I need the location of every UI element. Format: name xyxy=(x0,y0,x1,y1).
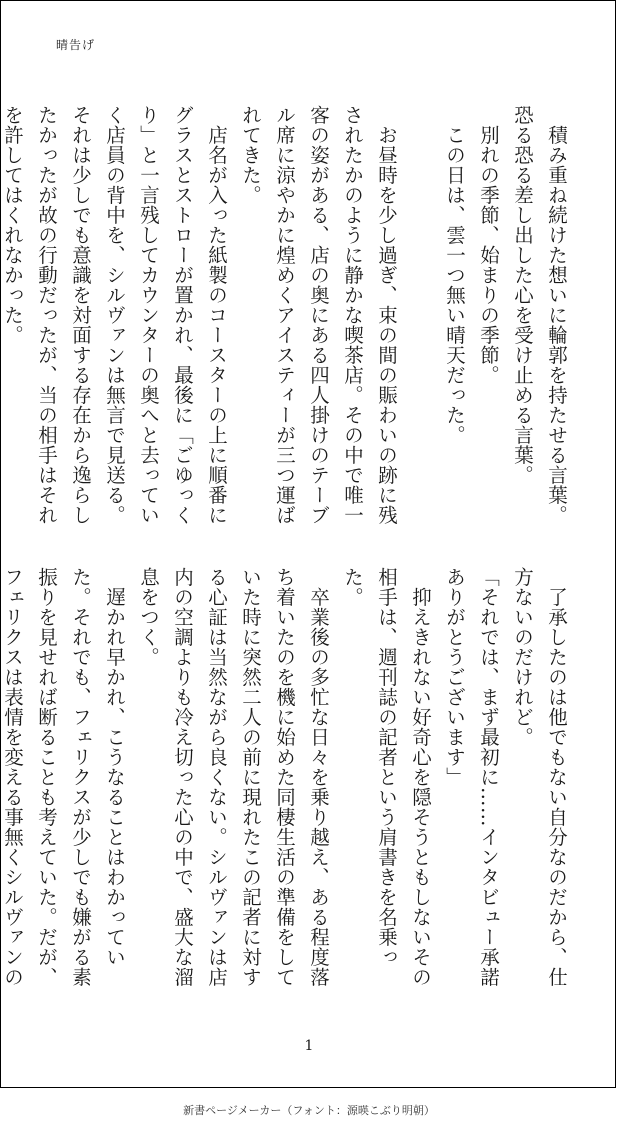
paragraph: 別れの季節、始まりの季節。 xyxy=(477,124,500,385)
paragraph: 遅かれ早かれ、こうなることはわかっていた。それでも、フェリクスが少しでも嫌がる素振りを見せれば断ることも考えていた。だが、フェリクスは表情を変える事無くシルヴァンの xyxy=(1,567,126,987)
text-column-bottom xyxy=(1,567,573,997)
paragraph: 卒業後の多忙な日々を乗り越え、ある程度落ち着いたのを機に始めた同棲生活の準備をしていた時に突然二人の前に現れたこの記者に対する心証は当然ながら良くない。シルヴァンは店内の空調よりも冷え切った心の中で、盛大な溜息をつく。 xyxy=(137,567,330,987)
paragraph: 恐る恐る差し出した心を受け止める言葉。 xyxy=(511,105,534,485)
paragraph: 抑えきれない好奇心を隠そうともしないその相手は、週刊誌の記者という肩書きを名乗った。 xyxy=(341,567,432,987)
paragraph: この日は、雲一つ無い晴天だった。 xyxy=(443,124,466,445)
paragraph: 了承したのは他でもない自分なのだから、仕方ないのだけれど。 xyxy=(511,567,568,987)
paragraph: 「それでは、まず最初に……インタビュー承諾ありがとうございます」 xyxy=(443,567,500,987)
paragraph: 店名が入った紙製のコースターの上に順番にグラスとストローが置かれ、最後に「ごゆっくり」と一言残してカウンターの奥へと去っていく店員の背中を、シルヴァンは無言で見送る。それは少しでも意識を対面する存在から逸らしたかったが故の行動だったが、当の相手はそれを許してはくれなかった。 xyxy=(1,105,228,525)
text-column-top xyxy=(1,105,573,533)
paragraph: 積み重ね続けた想いに輪郭を持たせる言葉。 xyxy=(545,124,568,525)
paragraph xyxy=(403,105,437,533)
footer-credit: 新書ページメーカー（フォント：源暎こぶり明朝） xyxy=(183,1104,435,1117)
paragraph: お昼時を少し過ぎ、束の間の賑わいの跡に残されたかのように静かな喫茶店。その中で唯一客の姿がある、店の奥にある四人掛けのテーブル席に涼やかに煌めくアイスティーが三つ運ばれてきた。 xyxy=(239,105,398,525)
running-title: 晴告げ xyxy=(56,38,96,52)
page-number: 1 xyxy=(304,1038,314,1054)
